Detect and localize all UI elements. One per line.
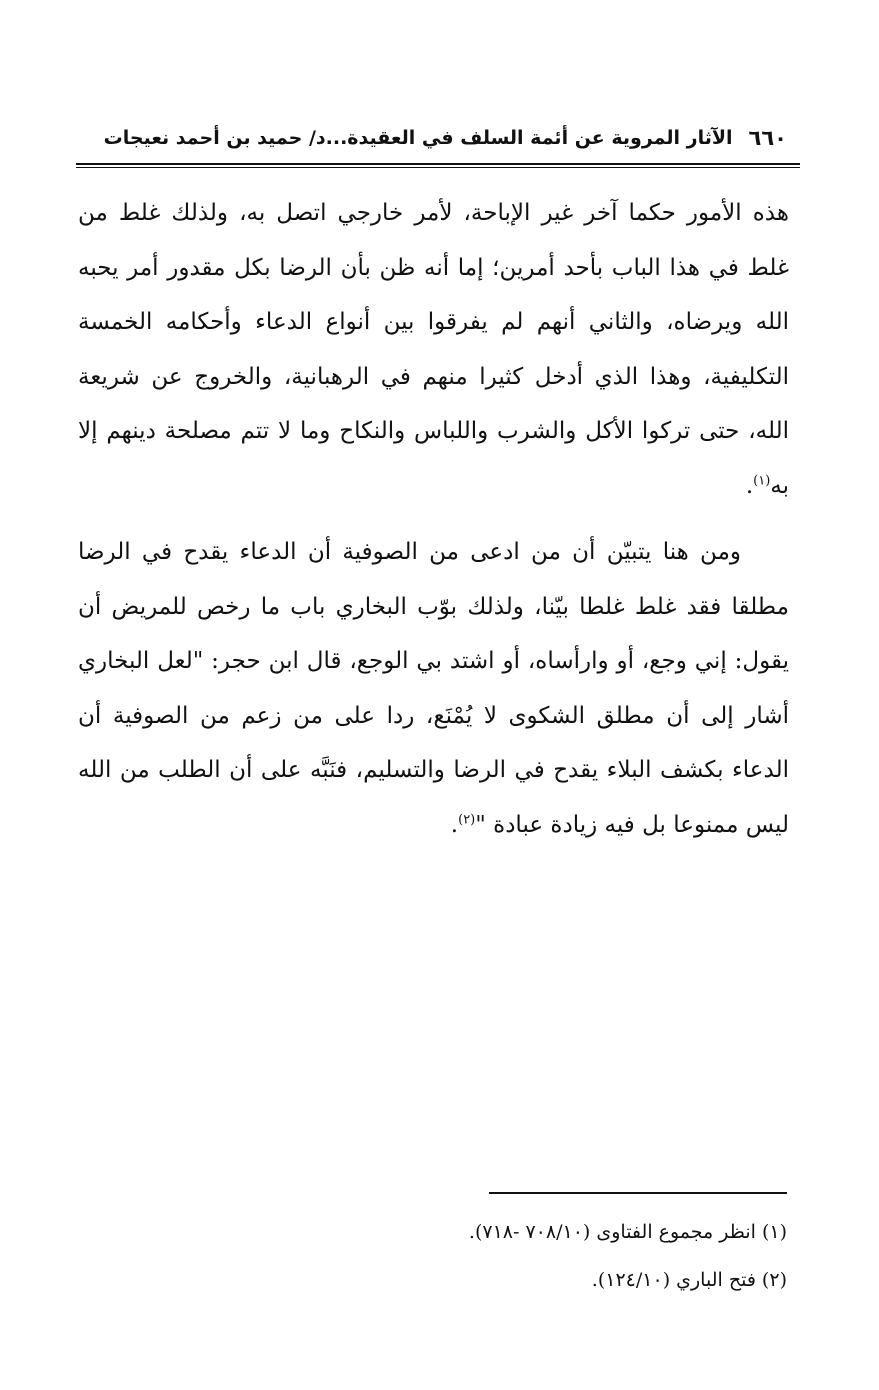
header-divider xyxy=(76,163,800,168)
footnote-ref-1: (١) xyxy=(753,472,771,488)
footnotes xyxy=(92,1208,787,1304)
paragraph-2-text: ومن هنا يتبيّن أن من ادعى من الصوفية أن الدعاء يقدح في الرضا مطلقا فقد غلط غلطا بيّنا، ولذلك بوّب البخاري باب ما رخص للمريض أن يقول: إني وجع، أو وارأساه، أو اشتد بي الوجع، قال ابن حجر: "لعل البخاري أشار إلى أن مطلق الشكوى لا يُمْنَع، ردا على من زعم من الصوفية أن الدعاء بكشف البلاء يقدح في الرضا والتسليم، فنَبَّه على أن الطلب من الله ليس ممنوعا بل فيه زيادة عبادة " xyxy=(78,539,789,838)
paragraph-1-end: . xyxy=(745,472,754,499)
paragraph-2-end: . xyxy=(450,811,459,838)
running-title: الآثار المروية عن أئمة السلف في العقيدة...د/ حميد بن أحمد نعيجات xyxy=(103,127,733,149)
footnote-1: (١) انظر مجموع الفتاوى (٧٠٨/١٠ -٧١٨). xyxy=(468,1221,787,1243)
running-header xyxy=(88,118,787,158)
paragraph-1-text: هذه الأمور حكما آخر غير الإباحة، لأمر خارجي اتصل به، ولذلك غلط من غلط في هذا الباب بأحد أمرين؛ إما أنه ظن بأن الرضا بكل مقدور أمر يحبه الله ويرضاه، والثاني أنهم لم يفرقوا بين أنواع الدعاء وأحكامه الخمسة التكليفية، وهذا الذي أدخل كثيرا منهم في الرهبانية، والخروج عن شريعة الله، حتى تركوا الأكل والشرب واللباس والنكاح وما لا تتم مصلحة دينهم إلا به xyxy=(78,200,789,499)
paragraph-2 xyxy=(78,525,789,852)
footnote-2: (٢) فتح الباري (١٢٤/١٠). xyxy=(591,1269,787,1291)
footnote-divider xyxy=(489,1192,787,1194)
main-text xyxy=(78,186,789,852)
page-number: ٦٦٠ xyxy=(748,126,787,150)
paragraph-1 xyxy=(78,186,789,513)
footnote-ref-2: (٢) xyxy=(458,811,476,827)
